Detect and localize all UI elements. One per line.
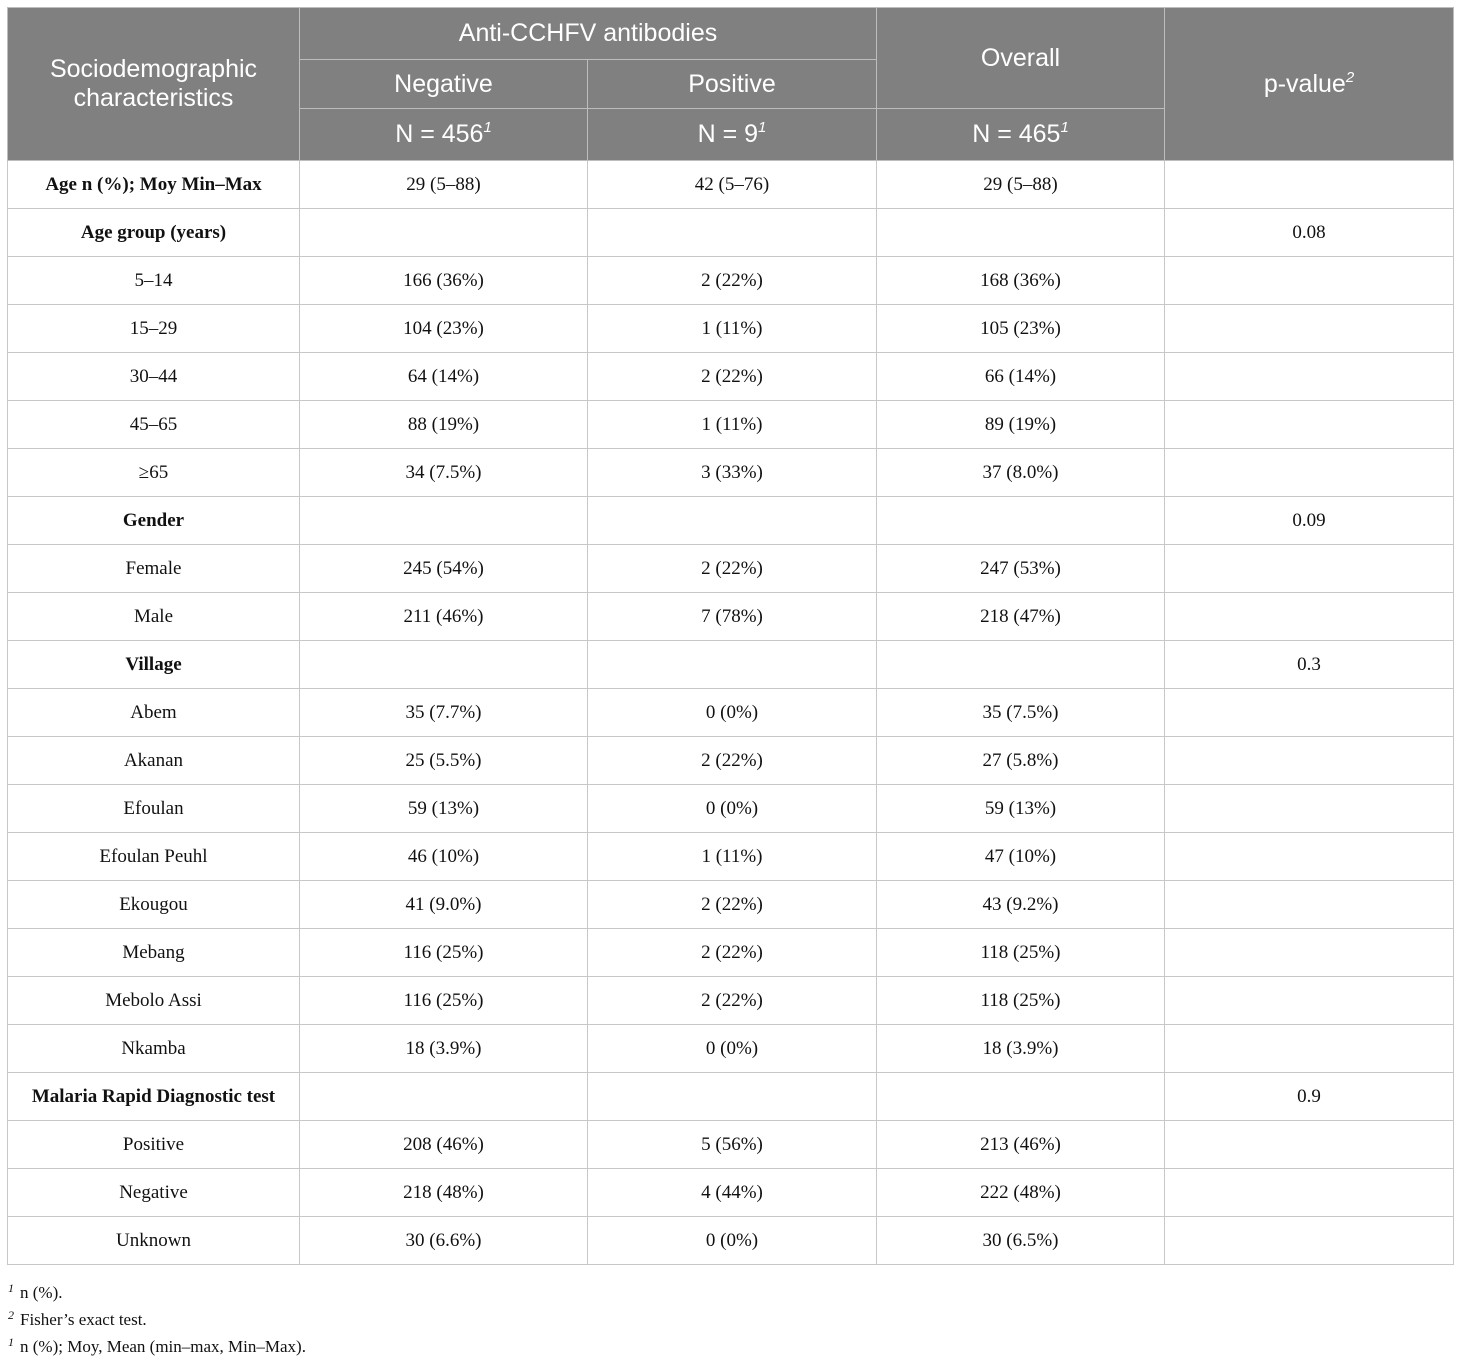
- cell-pvalue: [1165, 1169, 1454, 1217]
- table-row: [8, 929, 1454, 977]
- cell-positive: 3 (33%): [588, 449, 877, 497]
- cell-positive: 2 (22%): [588, 737, 877, 785]
- cell-negative: 211 (46%): [300, 593, 588, 641]
- cell-positive: 1 (11%): [588, 401, 877, 449]
- header-pvalue: [1165, 8, 1454, 161]
- cell-pvalue: [1165, 161, 1454, 209]
- cell-pvalue: [1165, 449, 1454, 497]
- cell-overall: [877, 1073, 1165, 1121]
- cell-pvalue: [1165, 833, 1454, 881]
- cell-overall: [877, 641, 1165, 689]
- cell-negative: 35 (7.7%): [300, 689, 588, 737]
- cell-characteristic: Age group (years): [8, 209, 300, 257]
- cell-overall: 29 (5–88): [877, 161, 1165, 209]
- cell-negative: 116 (25%): [300, 929, 588, 977]
- cell-negative: 46 (10%): [300, 833, 588, 881]
- cell-overall: 213 (46%): [877, 1121, 1165, 1169]
- table-row: [8, 257, 1454, 305]
- cell-pvalue: [1165, 353, 1454, 401]
- cell-pvalue: 0.9: [1165, 1073, 1454, 1121]
- table-container: [7, 7, 1453, 1265]
- table-header: [8, 8, 1454, 161]
- cell-pvalue: [1165, 593, 1454, 641]
- cell-pvalue: [1165, 1121, 1454, 1169]
- cell-characteristic: Ekougou: [8, 881, 300, 929]
- cell-characteristic: Unknown: [8, 1217, 300, 1265]
- header-pvalue-sup: 2: [1345, 68, 1355, 86]
- cell-negative: 88 (19%): [300, 401, 588, 449]
- table-row: [8, 593, 1454, 641]
- cell-negative: 245 (54%): [300, 545, 588, 593]
- cell-positive: 2 (22%): [588, 977, 877, 1025]
- cell-negative: 64 (14%): [300, 353, 588, 401]
- cell-positive: 0 (0%): [588, 1025, 877, 1073]
- footnote-text: n (%); Moy, Mean (min–max, Min–Max).: [20, 1337, 306, 1356]
- cell-overall: 18 (3.9%): [877, 1025, 1165, 1073]
- cell-overall: [877, 497, 1165, 545]
- cell-overall: 105 (23%): [877, 305, 1165, 353]
- cell-positive: 2 (22%): [588, 881, 877, 929]
- cell-pvalue: [1165, 257, 1454, 305]
- cell-characteristic: Positive: [8, 1121, 300, 1169]
- cell-overall: 43 (9.2%): [877, 881, 1165, 929]
- cell-overall: 35 (7.5%): [877, 689, 1165, 737]
- cell-positive: [588, 209, 877, 257]
- table-row: [8, 1169, 1454, 1217]
- footnote: [7, 1333, 1453, 1360]
- cell-positive: 0 (0%): [588, 785, 877, 833]
- cell-characteristic: 15–29: [8, 305, 300, 353]
- cell-characteristic: Akanan: [8, 737, 300, 785]
- cell-negative: 25 (5.5%): [300, 737, 588, 785]
- cell-pvalue: [1165, 1217, 1454, 1265]
- cell-positive: 2 (22%): [588, 257, 877, 305]
- cell-characteristic: Mebang: [8, 929, 300, 977]
- cell-characteristic: Efoulan: [8, 785, 300, 833]
- cell-negative: 166 (36%): [300, 257, 588, 305]
- cell-overall: 168 (36%): [877, 257, 1165, 305]
- cell-negative: 29 (5–88): [300, 161, 588, 209]
- header-pvalue-label: p-value: [1263, 69, 1346, 98]
- header-characteristics: [8, 8, 300, 161]
- cell-positive: [588, 641, 877, 689]
- cell-pvalue: [1165, 977, 1454, 1025]
- footnote-marker: 2: [8, 1308, 14, 1322]
- table-row: [8, 977, 1454, 1025]
- header-positive: Positive: [588, 60, 877, 109]
- cell-negative: 18 (3.9%): [300, 1025, 588, 1073]
- header-overall-n-text: N = 465: [972, 120, 1061, 149]
- cell-characteristic: Abem: [8, 689, 300, 737]
- cell-positive: [588, 497, 877, 545]
- cell-characteristic: 30–44: [8, 353, 300, 401]
- cell-negative: 116 (25%): [300, 977, 588, 1025]
- header-antibodies: Anti-CCHFV antibodies: [300, 8, 877, 60]
- cell-negative: 59 (13%): [300, 785, 588, 833]
- cell-characteristic: Female: [8, 545, 300, 593]
- cell-negative: 30 (6.6%): [300, 1217, 588, 1265]
- table-row: [8, 305, 1454, 353]
- header-negative-n: [300, 109, 588, 161]
- cell-characteristic: Malaria Rapid Diagnostic test: [8, 1073, 300, 1121]
- cell-characteristic: Negative: [8, 1169, 300, 1217]
- table-row: [8, 881, 1454, 929]
- footnote: [7, 1279, 1453, 1306]
- cell-characteristic: Age n (%); Moy Min–Max: [8, 161, 300, 209]
- header-characteristics-label: Sociodemographic characteristics: [49, 55, 258, 112]
- table-row: [8, 737, 1454, 785]
- cell-positive: [588, 1073, 877, 1121]
- cell-overall: [877, 209, 1165, 257]
- header-overall: Overall: [877, 8, 1165, 109]
- cell-overall: 118 (25%): [877, 977, 1165, 1025]
- footnote-text: n (%).: [20, 1283, 63, 1302]
- table-row: [8, 353, 1454, 401]
- table-body: [8, 161, 1454, 1265]
- cell-characteristic: Male: [8, 593, 300, 641]
- table-row: [8, 497, 1454, 545]
- cell-overall: 47 (10%): [877, 833, 1165, 881]
- footnote: [7, 1306, 1453, 1333]
- table-row: [8, 161, 1454, 209]
- cell-characteristic: Efoulan Peuhl: [8, 833, 300, 881]
- cell-overall: 89 (19%): [877, 401, 1165, 449]
- cell-negative: 208 (46%): [300, 1121, 588, 1169]
- header-negative-n-sup: 1: [483, 119, 492, 137]
- cell-positive: 42 (5–76): [588, 161, 877, 209]
- cell-pvalue: [1165, 929, 1454, 977]
- table-row: [8, 641, 1454, 689]
- table-row: [8, 1217, 1454, 1265]
- cell-pvalue: 0.09: [1165, 497, 1454, 545]
- table-row: [8, 833, 1454, 881]
- cell-positive: 4 (44%): [588, 1169, 877, 1217]
- cell-characteristic: 5–14: [8, 257, 300, 305]
- header-negative: Negative: [300, 60, 588, 109]
- cell-positive: 1 (11%): [588, 833, 877, 881]
- cell-negative: 41 (9.0%): [300, 881, 588, 929]
- header-positive-n: [588, 109, 877, 161]
- table-row: [8, 209, 1454, 257]
- table-row: [8, 449, 1454, 497]
- cell-positive: 5 (56%): [588, 1121, 877, 1169]
- header-overall-n-sup: 1: [1060, 119, 1069, 137]
- cell-pvalue: [1165, 689, 1454, 737]
- header-overall-n: [877, 109, 1165, 161]
- footnotes: [7, 1279, 1453, 1360]
- cell-overall: 222 (48%): [877, 1169, 1165, 1217]
- cell-positive: 1 (11%): [588, 305, 877, 353]
- cell-pvalue: [1165, 545, 1454, 593]
- cell-negative: 218 (48%): [300, 1169, 588, 1217]
- cell-positive: 2 (22%): [588, 929, 877, 977]
- cell-overall: 37 (8.0%): [877, 449, 1165, 497]
- cell-overall: 118 (25%): [877, 929, 1165, 977]
- table-row: [8, 401, 1454, 449]
- cell-pvalue: [1165, 785, 1454, 833]
- cell-characteristic: ≥65: [8, 449, 300, 497]
- table-row: [8, 545, 1454, 593]
- cell-characteristic: Nkamba: [8, 1025, 300, 1073]
- cell-characteristic: Village: [8, 641, 300, 689]
- cell-negative: [300, 641, 588, 689]
- cell-positive: 0 (0%): [588, 1217, 877, 1265]
- data-table: [7, 7, 1454, 1265]
- table-row: [8, 1121, 1454, 1169]
- cell-overall: 66 (14%): [877, 353, 1165, 401]
- cell-negative: [300, 497, 588, 545]
- cell-pvalue: [1165, 881, 1454, 929]
- cell-positive: 2 (22%): [588, 353, 877, 401]
- cell-pvalue: 0.3: [1165, 641, 1454, 689]
- cell-overall: 30 (6.5%): [877, 1217, 1165, 1265]
- table-row: [8, 1025, 1454, 1073]
- table-row: [8, 1073, 1454, 1121]
- cell-pvalue: [1165, 737, 1454, 785]
- cell-negative: [300, 1073, 588, 1121]
- cell-overall: 247 (53%): [877, 545, 1165, 593]
- cell-negative: [300, 209, 588, 257]
- cell-pvalue: 0.08: [1165, 209, 1454, 257]
- table-row: [8, 785, 1454, 833]
- cell-characteristic: 45–65: [8, 401, 300, 449]
- cell-characteristic: Mebolo Assi: [8, 977, 300, 1025]
- cell-pvalue: [1165, 401, 1454, 449]
- table-row: [8, 689, 1454, 737]
- header-positive-n-sup: 1: [758, 119, 767, 137]
- cell-overall: 218 (47%): [877, 593, 1165, 641]
- cell-positive: 7 (78%): [588, 593, 877, 641]
- footnote-marker: 1: [8, 1281, 14, 1295]
- cell-negative: 104 (23%): [300, 305, 588, 353]
- header-positive-n-text: N = 9: [697, 120, 759, 149]
- cell-overall: 27 (5.8%): [877, 737, 1165, 785]
- footnote-marker: 1: [8, 1335, 14, 1349]
- cell-overall: 59 (13%): [877, 785, 1165, 833]
- footnote-text: Fisher’s exact test.: [20, 1310, 147, 1329]
- cell-negative: 34 (7.5%): [300, 449, 588, 497]
- cell-positive: 0 (0%): [588, 689, 877, 737]
- cell-pvalue: [1165, 1025, 1454, 1073]
- cell-pvalue: [1165, 305, 1454, 353]
- cell-positive: 2 (22%): [588, 545, 877, 593]
- header-negative-n-text: N = 456: [395, 120, 484, 149]
- cell-characteristic: Gender: [8, 497, 300, 545]
